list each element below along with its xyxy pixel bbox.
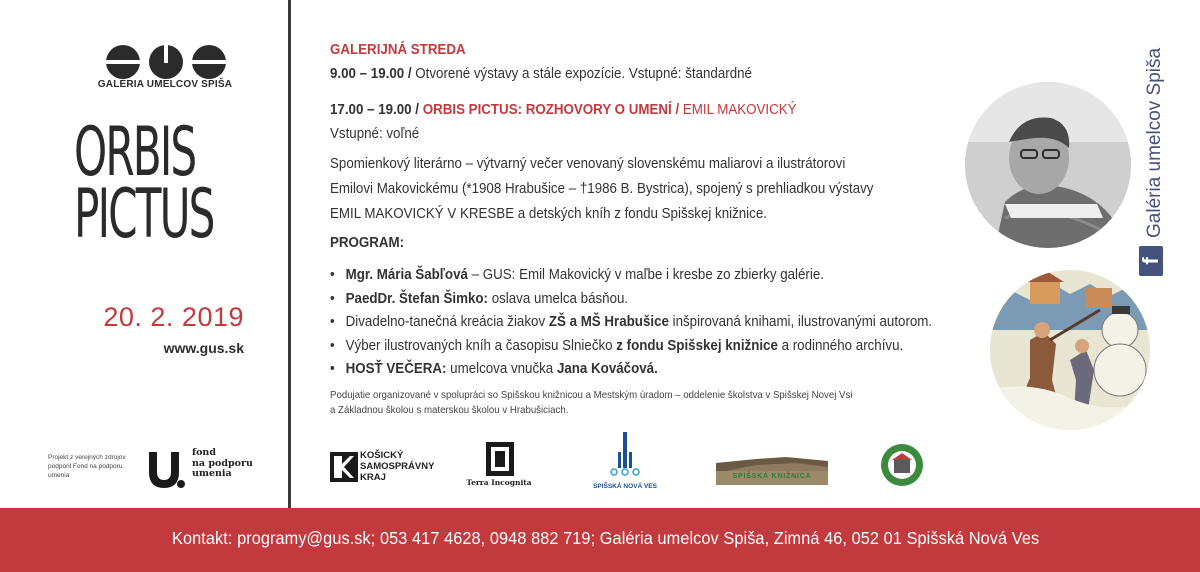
fund-name-line: umenia: [192, 468, 232, 479]
slot-1-text: Otvorené výstavy a stále expozície. Vstupné: štandardné: [411, 66, 752, 82]
contact-info: Kontakt: programy@gus.sk; 053 417 4628, 0948 882 719; Galéria umelcov Spiša, Zimná 46, 052 01 Spišská Nová Ves: [172, 528, 1040, 548]
ksk-emblem-icon: [330, 452, 358, 482]
fund-logo-icon: [146, 446, 186, 490]
fund-name-line: na podporu: [192, 457, 253, 469]
vertical-divider: [288, 0, 291, 508]
left-panel: [0, 0, 288, 508]
funding-note: Projekt z verejných zdrojov podporil Fond na podporu umenia: [48, 454, 126, 479]
program-item-bold: Jana Kováčová.: [556, 361, 658, 377]
program-item-text: a rodinného archívu.: [777, 337, 904, 354]
program-item: [330, 264, 932, 288]
program-item: [330, 288, 932, 312]
program-list: [330, 264, 984, 382]
title-line-1: ORBIS: [74, 113, 196, 192]
facebook-f-glyph: f: [1138, 257, 1163, 265]
schedule-heading: GALERIJNÁ STREDA: [330, 42, 466, 58]
portrait-photo: [965, 82, 1131, 248]
zs-hrabusice-seal-icon: [880, 443, 924, 487]
fund-name-line: fond: [192, 447, 216, 458]
description-line: EMIL MAKOVICKÝ V KRESBE a detských kníh z fondu Spišskej knižnice.: [330, 206, 767, 222]
program-item-text: umelcova vnučka: [446, 361, 557, 377]
kniznica-banner-icon: [716, 455, 828, 485]
program-item-text: Výber ilustrovaných kníh a časopisu Slniečko: [345, 337, 617, 354]
sponsor-ksk: [330, 448, 450, 488]
program-item: [330, 358, 932, 382]
ksk-name-line: KRAJ: [360, 472, 386, 483]
program-item-bold: HOSŤ VEČERA:: [345, 361, 447, 377]
program-item-bold: ZŠ a MŠ Hrabušice: [548, 314, 669, 330]
illustration-image: [990, 270, 1150, 430]
title-line-2: PICTUS: [74, 175, 214, 254]
terra-incognita-name: Terra Incognita: [466, 478, 532, 487]
event-date: 20. 2. 2019: [103, 302, 244, 332]
schedule-slot-1: [330, 66, 752, 82]
entry-fee: Vstupné: voľné: [330, 126, 420, 142]
description-line: Spomienkový literárno – výtvarný večer venovaný slovenskému maliarovi a ilustrátorovi: [330, 156, 846, 172]
ksk-name: [360, 450, 434, 483]
program-item: [330, 335, 932, 359]
organizer-note-line: Podujatie organizované v spolupráci so Spišskou knižnicou a Mestským úradom – oddelenie školstva v Spišskej Novej Vsi: [330, 389, 853, 401]
slot-1-time: 9.00 – 19.00 /: [330, 66, 412, 82]
program-item-bold: PaedDr. Štefan Šimko:: [345, 290, 488, 307]
ksk-name-line: KOŠICKÝ: [360, 450, 404, 461]
slot-2-guest: EMIL MAKOVICKÝ: [679, 102, 797, 118]
description-line: Emilovi Makovickému (*1908 Hrabušice – †1986 B. Bystrica), spojený s prehliadkou výstavy: [330, 181, 874, 197]
sponsor-spisska-kniznica: [716, 455, 828, 485]
slot-2-title: ORBIS PICTUS: ROZHOVORY O UMENÍ /: [419, 102, 680, 118]
terra-incognita-emblem-icon: [486, 442, 514, 476]
fund-name: [192, 448, 253, 480]
program-heading: PROGRAM:: [330, 235, 405, 251]
ksk-name-line: SAMOSPRÁVNY: [360, 461, 435, 472]
program-item-bold: Mgr. Mária Šabľová: [345, 267, 468, 283]
kniznica-name: SPIŠSKÁ KNIŽNICA: [732, 473, 812, 480]
facebook-page-label[interactable]: [1140, 0, 1170, 240]
organizer-note: [330, 388, 852, 418]
program-item: [330, 311, 932, 335]
snv-name: SPIŠSKÁ NOVÁ VES: [593, 483, 657, 490]
event-title: [74, 113, 214, 254]
gallery-name: GALÉRIA UMELCOV SPIŠA: [97, 79, 233, 90]
snv-tower-icon: [608, 432, 642, 480]
sponsor-spisska-nova-ves: [588, 432, 662, 492]
program-item-text: – GUS: Emil Makovický v maľbe i kresbe zo zbierky galérie.: [467, 267, 824, 283]
website-link[interactable]: www.gus.sk: [163, 340, 244, 356]
slot-2-time: 17.00 – 19.00 /: [330, 102, 420, 118]
schedule-slot-2: [330, 102, 797, 118]
sponsor-terra-incognita: [458, 440, 540, 492]
facebook-page-name: Galéria umelcov Spiša: [1144, 47, 1165, 238]
program-item-text: Divadelno-tanečná kreácia žiakov: [345, 314, 549, 330]
program-item-bold: z fondu Spišskej knižnice: [616, 337, 778, 354]
program-item-text: inšpirovaná knihami, ilustrovanými autorom.: [668, 314, 933, 330]
organizer-note-line: a Základnou školou s materskou školou v Hrabušiciach.: [330, 404, 569, 416]
footer-bar: [0, 508, 1200, 572]
program-item-text: oslava umelca básňou.: [487, 290, 629, 307]
